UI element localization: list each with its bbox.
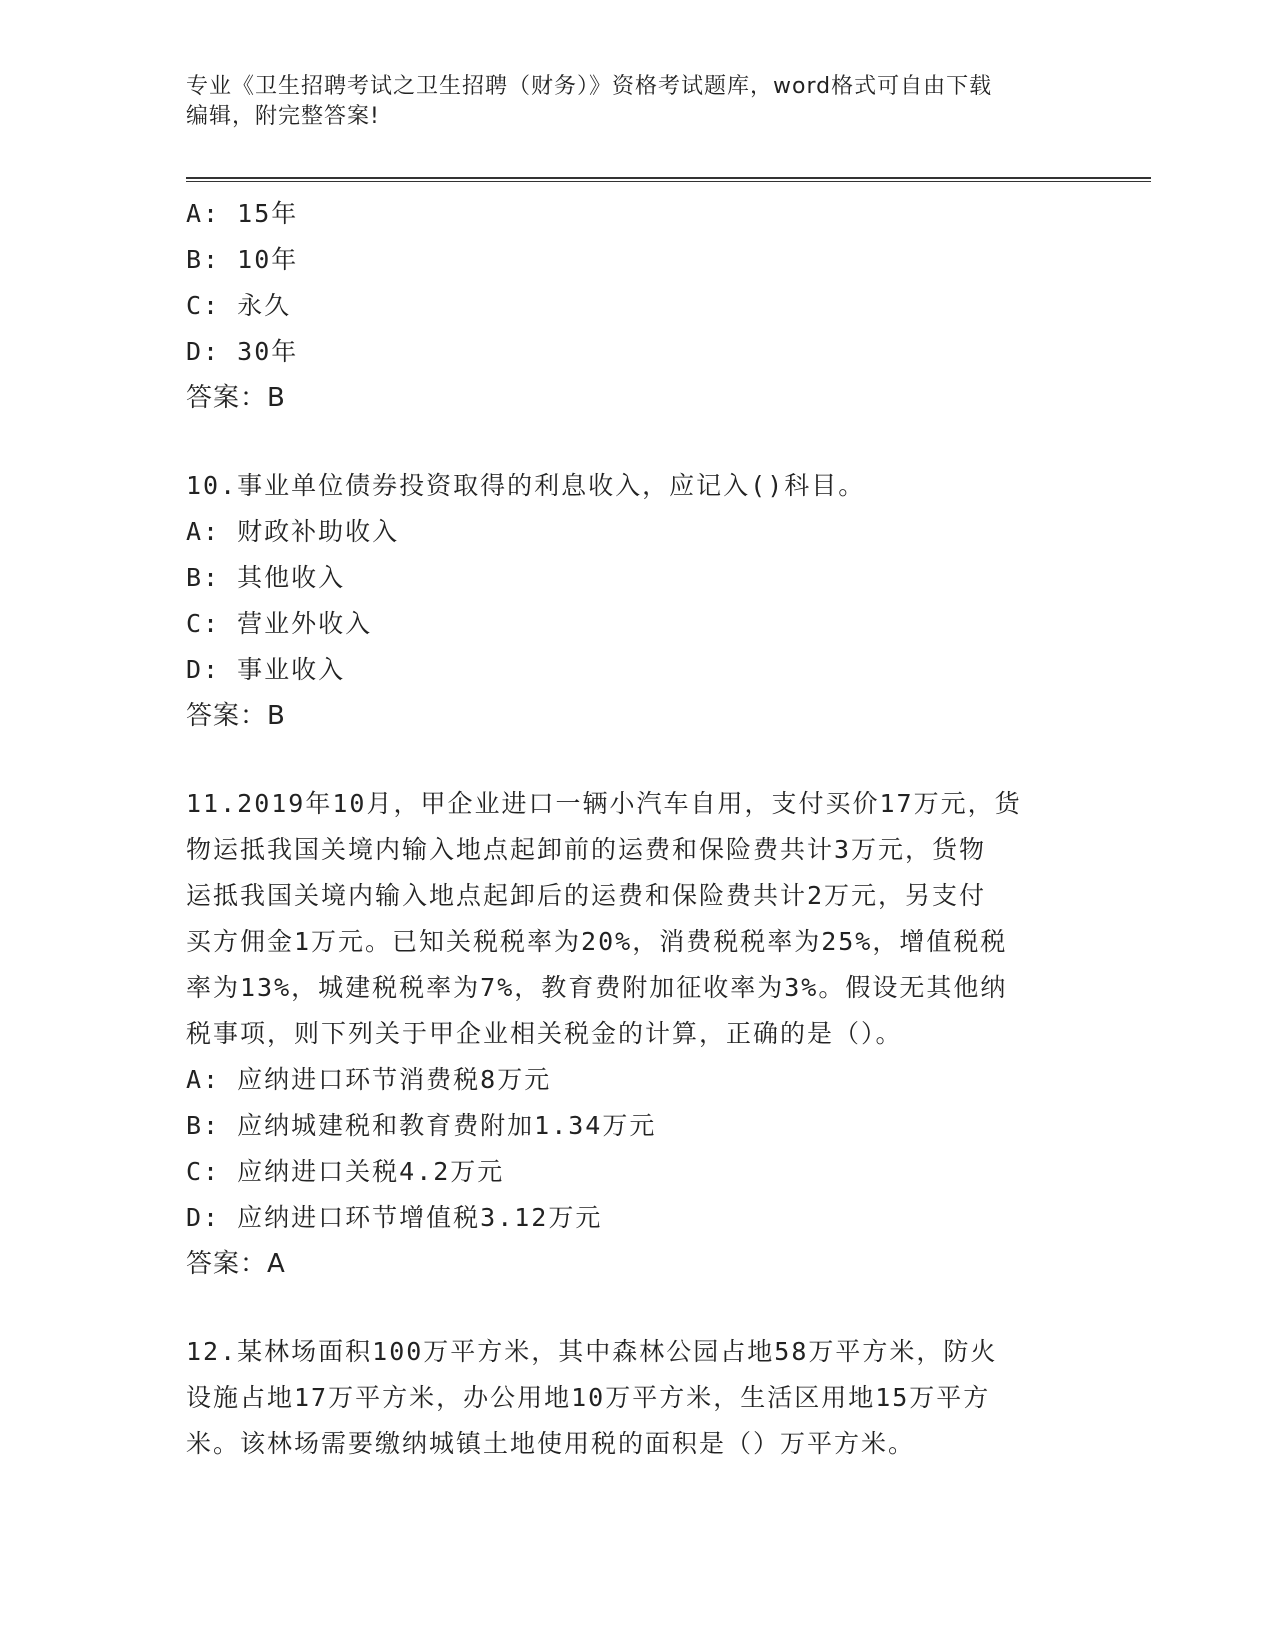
question-text-line: 运抵我国关境内输入地点起卸后的运费和保险费共计2万元，另支付 (186, 881, 987, 910)
question-text: 10.事业单位债券投资取得的利息收入，应记入()科目。 (186, 471, 866, 500)
option-b: B: 其他收入 (186, 563, 346, 592)
question-10-options (186, 509, 1076, 739)
document-header (186, 72, 1086, 132)
question-text-line: 12.某林场面积100万平方米，其中森林公园占地58万平方米，防火 (186, 1337, 998, 1366)
question-block-10 (186, 463, 1076, 509)
header-divider (186, 177, 1151, 179)
question-text-line: 率为13%，城建税税率为7%，教育费附加征收率为3%。假设无其他纳 (186, 973, 1008, 1002)
question-text-line: 米。该林场需要缴纳城镇土地使用税的面积是（）万平方米。 (186, 1429, 916, 1458)
question-text-line: 物运抵我国关境内输入地点起卸前的运费和保险费共计3万元，货物 (186, 835, 987, 864)
option-c: C: 营业外收入 (186, 609, 373, 638)
option-b: B: 10年 (186, 245, 299, 274)
option-b: B: 应纳城建税和教育费附加1.34万元 (186, 1111, 657, 1140)
option-a: A: 应纳进口环节消费税8万元 (186, 1065, 552, 1094)
answer-line: 答案：B (186, 701, 286, 731)
question-block-9 (186, 191, 1076, 421)
option-c: C: 应纳进口关税4.2万元 (186, 1157, 505, 1186)
option-d: D: 应纳进口环节增值税3.12万元 (186, 1203, 603, 1232)
option-d: D: 30年 (186, 337, 299, 366)
option-c: C: 永久 (186, 291, 292, 320)
answer-line: 答案：A (186, 1249, 286, 1279)
header-line-2: 编辑，附完整答案! (186, 104, 380, 129)
option-d: D: 事业收入 (186, 655, 346, 684)
question-block-11 (186, 781, 1076, 1057)
question-block-12 (186, 1329, 1076, 1467)
option-a: A: 15年 (186, 199, 299, 228)
answer-line: 答案：B (186, 383, 286, 413)
question-text-line: 设施占地17万平方米，办公用地10万平方米，生活区用地15万平方 (186, 1383, 991, 1412)
question-text-line: 买方佣金1万元。已知关税税率为20%，消费税税率为25%，增值税税 (186, 927, 1008, 956)
option-a: A: 财政补助收入 (186, 517, 400, 546)
question-text-line: 税事项，则下列关于甲企业相关税金的计算，正确的是（）。 (186, 1019, 903, 1048)
document-body (186, 191, 1076, 1467)
header-line-1: 专业《卫生招聘考试之卫生招聘（财务）》资格考试题库，word格式可自由下载 (186, 74, 993, 99)
header-divider-thin (186, 181, 1151, 182)
question-text-line: 11.2019年10月，甲企业进口一辆小汽车自用，支付买价17万元，货 (186, 789, 1022, 818)
question-11-options (186, 1057, 1076, 1287)
